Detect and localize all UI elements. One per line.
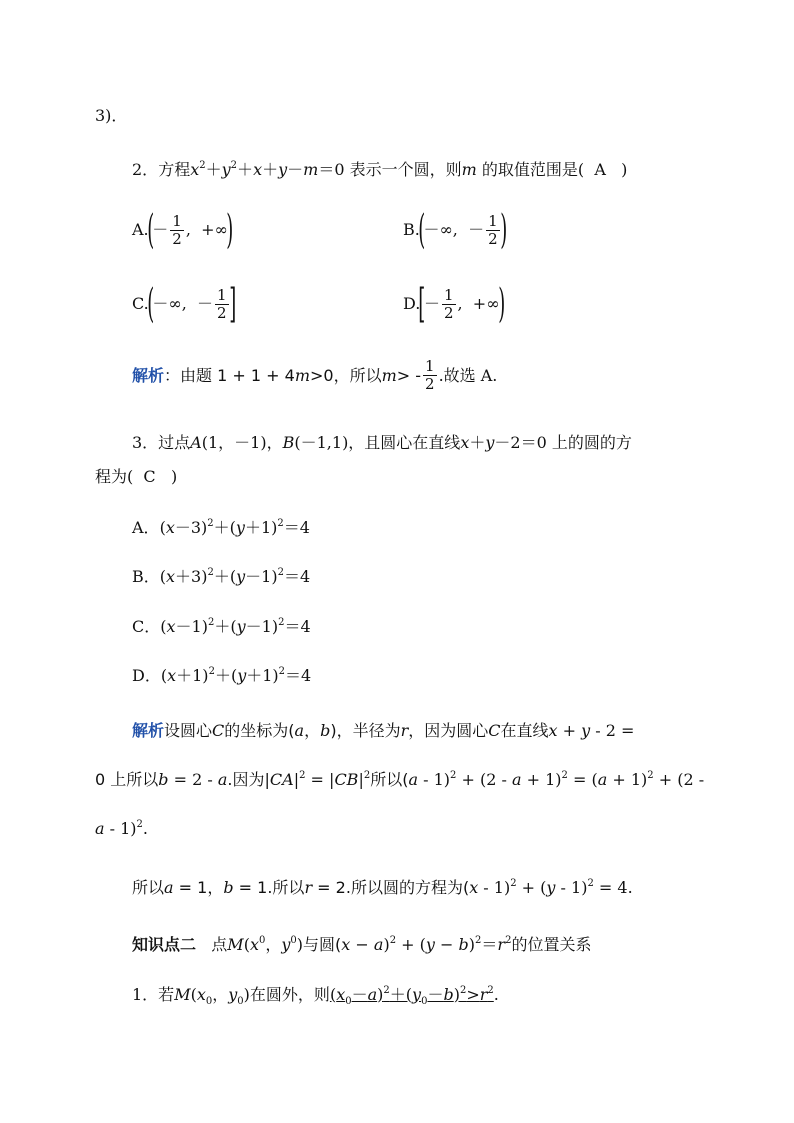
solution-label: 解析: [132, 365, 165, 385]
fraction: $\frac{1}{2}$: [217, 285, 227, 322]
solution-2: 解析 ：由题 1 + 1 + 4 m >0，所以 m > - $\frac{1}{2}$ .故选 A.: [132, 357, 498, 393]
question-2-stem: 2．方程$x^2+y^2+x+y-m=0$ 表示一个圆，则m 的取值范围是( A ): [132, 160, 628, 179]
answer-q2: A: [594, 160, 606, 179]
knowledge-point-item-1: 1．若$M(x_0$，$y_0$)在圆外，则$(x_0-a)^2+(y_0-b)^2>r^2$.: [132, 985, 499, 1007]
fraction: $\frac{1}{2}$: [172, 211, 182, 248]
option-3a: A．$(x-3)^2+(y+1)^2=4$: [132, 518, 310, 537]
option-3b: B．$(x+3)^2+(y-1)^2=4$: [132, 567, 311, 586]
fraction: $\frac{1}{2}$: [488, 211, 498, 248]
option-2a: A. ( － $\frac{1}{2}$ , +∞ ): [132, 207, 234, 253]
solution-label: 解析: [132, 721, 165, 740]
option-2b: B. ( －∞ , － $\frac{1}{2}$ ): [403, 207, 507, 253]
question-3-stem-line2: 程为( C ): [95, 467, 178, 486]
solution-3-line1: 解析设圆心C的坐标为(a，b)，半径为r，因为圆心C在直线x + y - 2 =: [132, 721, 635, 740]
option-3d: D．$(x+1)^2+(y+1)^2=4$: [132, 666, 312, 685]
solution-3-line2: 0 上所以b = 2 - a.因为$|CA|^2 = |CB|^2$所以$(a - 1)^2 + (2 - a + 1)^2 = (a + 1)^2 + (2$ -: [95, 770, 705, 789]
option-3c: C．$(x-1)^2+(y-1)^2=4$: [132, 617, 311, 636]
solution-3-line3: a - 1)$^2$.: [95, 819, 149, 838]
fill-in-answer: $(x_0-a)^2+(y_0-b)^2>r^2$: [329, 985, 494, 1007]
option-2c: C. ( －∞ , － $\frac{1}{2}$ ]: [132, 281, 236, 327]
knowledge-point-title: 知识点二 点$M(x^0$，$y^0$)与圆$(x - a)^2 + (y - b)^2=r^2$的位置关系: [132, 935, 592, 954]
answer-q3: C: [143, 467, 156, 486]
fraction: $\frac{1}{2}$: [443, 285, 454, 322]
option-2d: D. [ － $\frac{1}{2}$ , +∞ ): [403, 281, 505, 327]
question-3-stem-line1: 3．过点A(1，－1)，B(－1,1)，且圆心在直线x＋y－2＝0 上的圆的方: [132, 433, 632, 452]
solution-3-conclusion: 所以a = 1，b = 1.所以r = 2.所以圆的方程为(x - 1)$^2$ + (y - 1)$^2$ = 4.: [132, 878, 633, 897]
continued-line: 3)．: [95, 106, 128, 125]
fraction: $\frac{1}{2}$: [425, 357, 435, 393]
